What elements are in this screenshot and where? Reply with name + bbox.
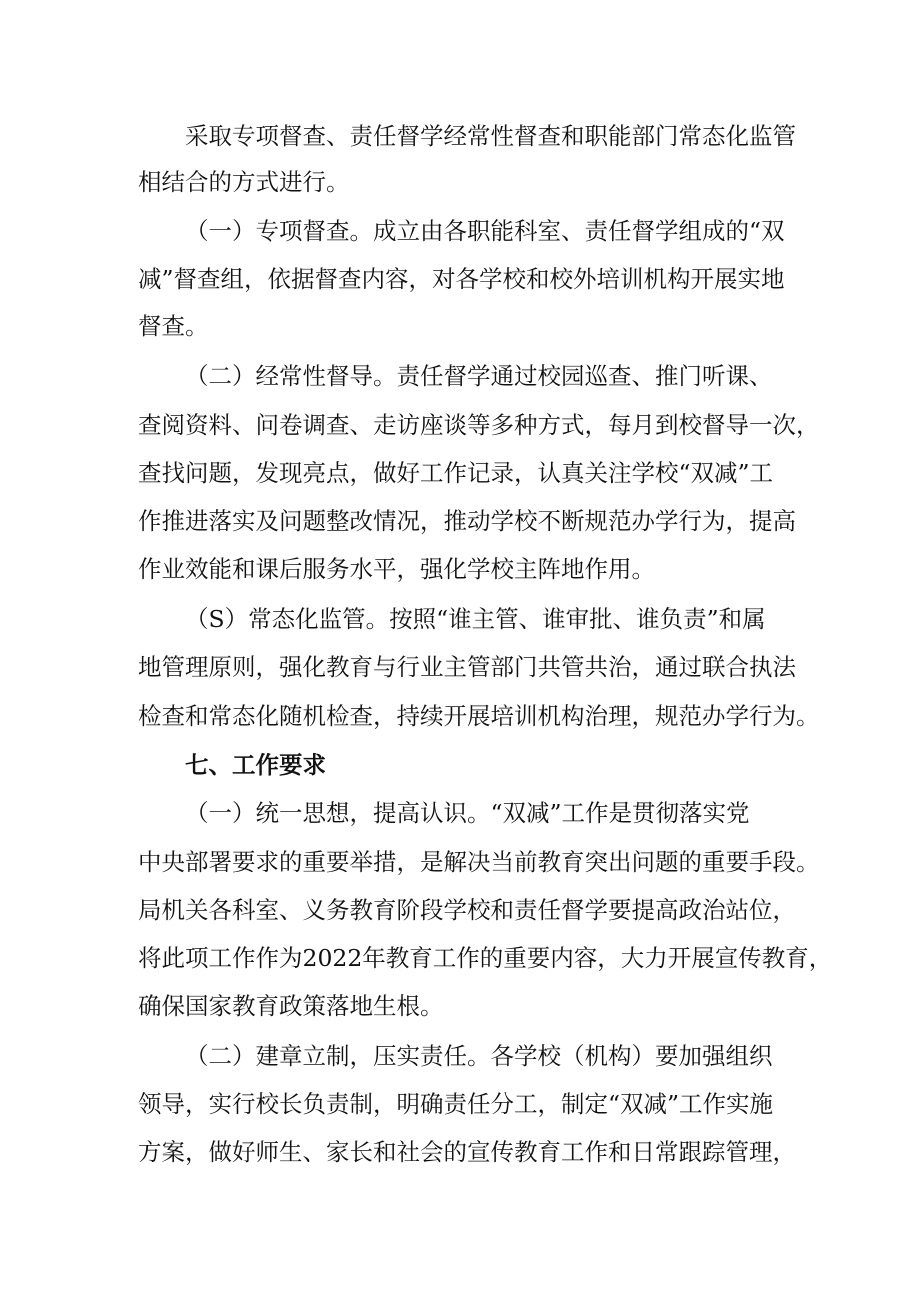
paragraph-line: 检查和常态化随机检查，持续开展培训机构治理，规范办学行为。 — [138, 702, 820, 730]
paragraph-line: （二）经常性督导。责任督学通过校园巡查、推门听课、 — [185, 362, 773, 390]
paragraph-line: 中央部署要求的重要举措，是解决当前教育突出问题的重要手段。 — [138, 848, 820, 876]
paragraph-line: （一）统一思想，提高认识。“双减”工作是贯彻落实党 — [185, 799, 750, 827]
paragraph-line: （二）建章立制，压实责任。各学校（机构）要加强组织 — [185, 1042, 773, 1070]
paragraph-line: 作业效能和课后服务水平，强化学校主阵地作用。 — [138, 555, 655, 583]
paragraph-line: 方案，做好师生、家长和社会的宣传教育工作和日常跟踪管理， — [138, 1138, 796, 1166]
paragraph-line: 查阅资料、问卷调查、走访座谈等多种方式，每月到校督导一次， — [138, 411, 820, 439]
paragraph-line: 将此项工作作为2022年教育工作的重要内容，大力开展宣传教育， — [138, 944, 833, 972]
paragraph-line: 确保国家教育政策落地生根。 — [138, 992, 444, 1020]
paragraph-line: 采取专项督查、责任督学经常性督查和职能部门常态化监管 — [185, 122, 796, 150]
paragraph-line: 督查。 — [138, 312, 209, 340]
paragraph-line: 查找问题，发现亮点，做好工作记录，认真关注学校“双减”工 — [138, 459, 774, 487]
paragraph-line: 领导，实行校长负责制，明确责任分工，制定“双减”工作实施 — [138, 1090, 774, 1118]
paragraph-line: 作推进落实及问题整改情况，推动学校不断规范办学行为，提高 — [138, 507, 796, 535]
paragraph-line: 减”督查组，依据督查内容，对各学校和校外培训机构开展实地 — [138, 265, 785, 293]
paragraph-line: 相结合的方式进行。 — [138, 168, 350, 196]
paragraph-line: （一）专项督查。成立由各职能科室、责任督学组成的“双 — [185, 217, 785, 245]
section-heading: 七、工作要求 — [185, 751, 326, 779]
paragraph-line: 地管理原则，强化教育与行业主管部门共管共治，通过联合执法 — [138, 653, 796, 681]
paragraph-line: 局机关各科室、义务教育阶段学校和责任督学要提高政治站位， — [138, 896, 796, 924]
paragraph-line: （S）常态化监管。按照“谁主管、谁审批、谁负责”和属 — [185, 605, 766, 633]
